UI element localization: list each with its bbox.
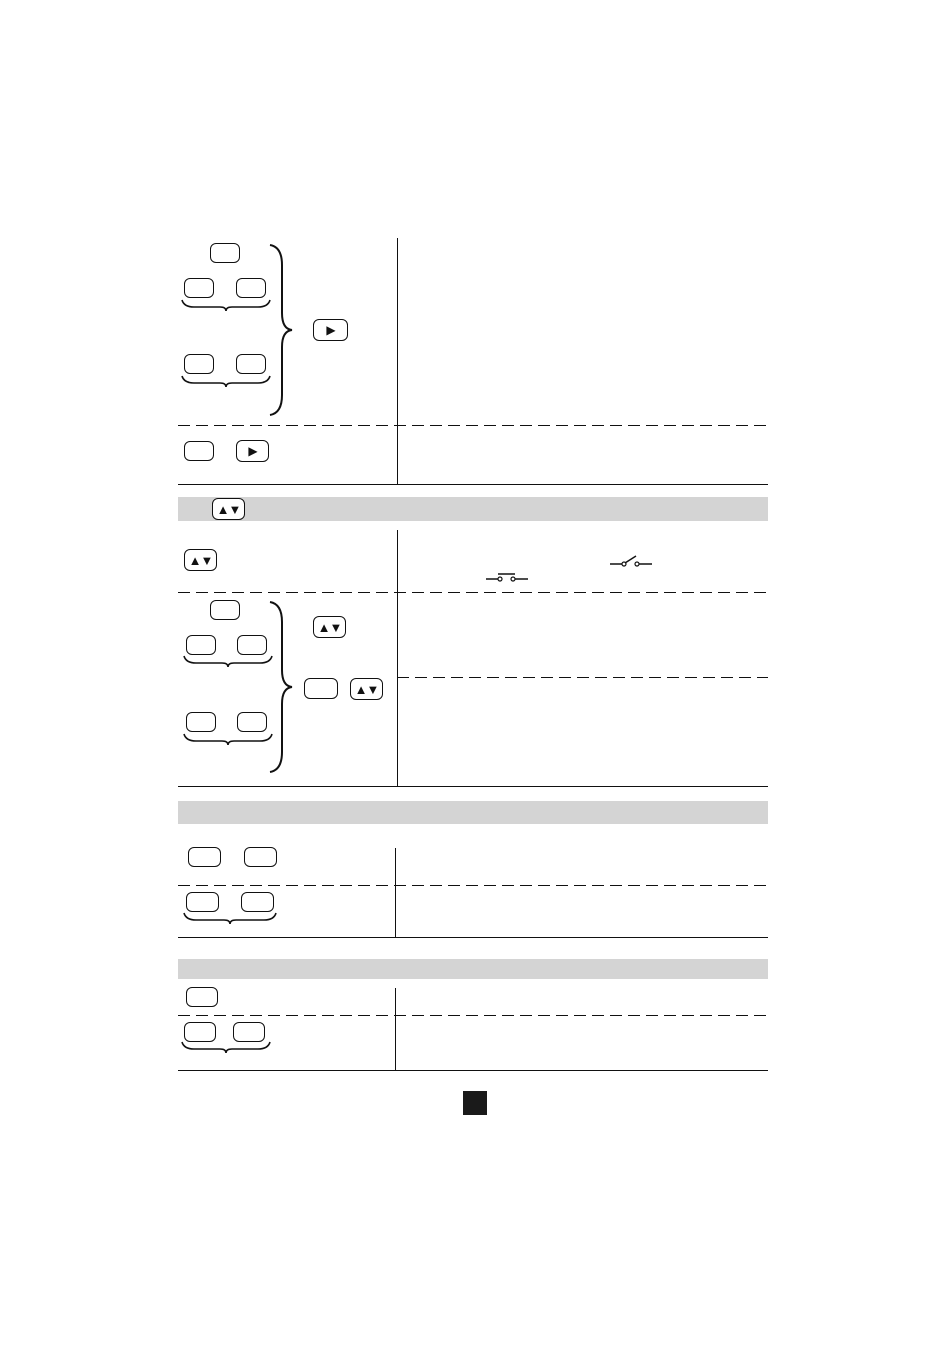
- key-blank: [184, 441, 214, 461]
- play-key-icon: [313, 319, 348, 341]
- column-divider: [397, 238, 398, 485]
- key-left: [188, 847, 221, 867]
- key-left-2: [186, 892, 219, 912]
- play-glyph: ▶: [326, 323, 335, 337]
- section-header-band: [178, 497, 768, 521]
- updown-glyph: ▲▼: [216, 501, 241, 517]
- key-right-2: [241, 892, 274, 912]
- curly-brace-icon: [268, 243, 294, 417]
- section-bottom-rule: [178, 786, 768, 787]
- section-bottom-rule: [178, 937, 768, 938]
- curly-brace-icon: [268, 600, 294, 774]
- key-right-2: [236, 354, 266, 374]
- row-separator-dashed: [397, 677, 768, 678]
- key-top: [210, 243, 240, 263]
- up-down-key-icon: [313, 616, 346, 638]
- key-blank: [304, 678, 338, 699]
- up-down-key-icon: [184, 549, 217, 571]
- underbrace-icon: [180, 1040, 272, 1054]
- black-square-marker: [463, 1091, 487, 1115]
- normally-open-contact-icon: [610, 554, 652, 568]
- key-left-2: [186, 712, 216, 732]
- key-left: [184, 1022, 216, 1042]
- updown-glyph: ▲▼: [188, 552, 213, 568]
- key-right-2: [237, 712, 267, 732]
- underbrace-icon: [182, 654, 274, 668]
- key-right: [244, 847, 277, 867]
- updown-glyph: ▲▼: [317, 619, 342, 635]
- key-right: [237, 635, 267, 655]
- column-divider: [395, 848, 396, 938]
- key-top: [210, 600, 240, 620]
- key-left: [186, 635, 216, 655]
- row-separator-dashed: [178, 885, 768, 886]
- up-down-key-icon: [350, 678, 383, 700]
- underbrace-icon: [180, 374, 272, 388]
- column-divider: [397, 530, 398, 787]
- key-right: [236, 278, 266, 298]
- section-header-band: [178, 959, 768, 979]
- play-glyph: ▶: [248, 444, 257, 458]
- row-separator-dashed: [178, 425, 768, 426]
- updown-glyph: ▲▼: [354, 681, 379, 697]
- underbrace-icon: [182, 732, 274, 746]
- key-left-2: [184, 354, 214, 374]
- row-separator-dashed: [178, 592, 768, 593]
- underbrace-icon: [182, 911, 278, 925]
- section-header-band: [178, 801, 768, 824]
- normally-closed-contact-icon: [486, 569, 528, 583]
- section-bottom-rule: [178, 484, 768, 485]
- key-right: [233, 1022, 265, 1042]
- key-single: [186, 987, 218, 1007]
- row-separator-dashed: [178, 1015, 768, 1016]
- section-bottom-rule: [178, 1070, 768, 1071]
- underbrace-icon: [180, 298, 272, 312]
- column-divider: [395, 988, 396, 1070]
- up-down-key-icon: [212, 498, 245, 520]
- play-key-icon: [236, 440, 269, 462]
- key-left: [184, 278, 214, 298]
